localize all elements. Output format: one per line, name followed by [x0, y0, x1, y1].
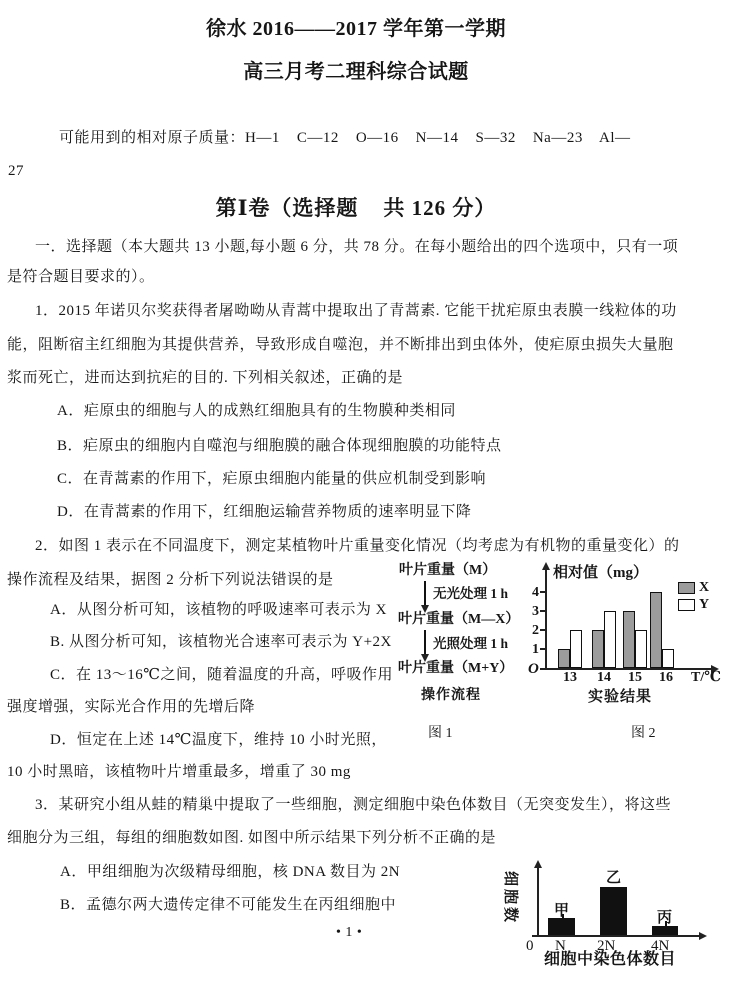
atomic-masses-line2: 27: [8, 163, 24, 179]
q1-option-b: B．疟原虫的细胞内自噬泡与细胞膜的融合体现细胞膜的功能特点: [57, 438, 502, 454]
q3-chart-x-axis-arrow-icon: [699, 932, 707, 940]
figure1-step1: 叶片重量（M）: [399, 563, 497, 578]
figure2-bar-x-15: [623, 611, 635, 668]
q2-option-d-line1: D．恒定在上述 14℃温度下，维持 10 小时光照，: [50, 732, 387, 748]
doc-title-line1: 徐水 2016——2017 学年第一学期: [206, 18, 506, 40]
q3-chart-x-axis-label: 细胞中染色体数目: [544, 951, 677, 968]
figure2-ytick-4: 4: [532, 585, 539, 600]
figure2-bar-x-16: [650, 592, 662, 668]
figure2-bar-y-13: [570, 630, 582, 668]
figure2-tickmark: [540, 591, 546, 593]
figure2-legend-label-y: Y: [699, 597, 710, 612]
figure2-ytick-1: 1: [532, 642, 539, 657]
q1-option-c: C．在青蒿素的作用下，疟原虫细胞内能量的供应机制受到影响: [57, 471, 487, 487]
figure1-arrow2-line: [424, 630, 426, 656]
q2-option-c-line2: 强度增强，实际光合作用的先增后降: [7, 699, 256, 715]
q3-chart-y-axis: [537, 867, 539, 937]
atomic-masses-line1: 可能用到的相对原子质量：H—1 C—12 O—16 N—14 S—32 Na—23 Al—: [59, 130, 631, 146]
q3-chart-y-axis-label: 细胞数: [502, 870, 518, 925]
q3-chart-bar-label-yi: 乙: [606, 870, 622, 886]
figure2-caption: 图 2: [631, 726, 656, 741]
figure2-legend-key-y: [678, 599, 695, 611]
q3-chart-bar-jia: [548, 918, 575, 935]
q3-chart-x-axis: [532, 935, 700, 937]
q2-option-c-line1: C．在 13～16℃之间，随着温度的升高，呼吸作用: [50, 667, 394, 683]
figure2-legend-key-x: [678, 582, 695, 594]
q2-stem-line1: 2．如图 1 表示在不同温度下，测定某植物叶片重量变化情况（均考虑为有机物的重量变化）的: [35, 538, 680, 554]
q2-option-d-line2: 10 小时黑暗，该植物叶片增重最多，增重了 30 mg: [7, 764, 351, 780]
q2-stem-line2: 操作流程及结果，据图 2 分析下列说法错误的是: [7, 572, 334, 588]
figure2-ytick-3: 3: [532, 604, 539, 619]
q3-chart-bar-label-jia: 甲: [554, 903, 570, 919]
q3-option-b: B．孟德尔两大遗传定律不可能发生在丙组细胞中: [60, 897, 397, 913]
figure2-category-14: 14: [597, 670, 611, 685]
figure2-category-13: 13: [563, 670, 577, 685]
doc-title-line2: 高三月考二理科综合试题: [243, 61, 469, 83]
q1-stem-line1: 1．2015 年诺贝尔奖获得者屠呦呦从青蒿中提取出了青蒿素. 它能干扰疟原虫表膜一线粒体的功: [35, 303, 677, 319]
figure2-bar-y-16: [662, 649, 674, 668]
figure2-bar-x-14: [592, 630, 604, 668]
q3-bar-chart: [500, 855, 730, 985]
figure1-arrow2-label: 光照处理 1 h: [433, 636, 509, 651]
figure2-x-axis-label: T/℃: [691, 670, 722, 685]
q3-chart-bar-bing: [652, 926, 678, 935]
section-heading: 第Ⅰ卷（选择题 共 126 分）: [215, 196, 497, 220]
figure2-bar-y-14: [604, 611, 616, 668]
instructions-line1: 一．选择题（本大题共 13 小题,每小题 6 分，共 78 分。在每小题给出的四个选项中，只有一项: [35, 239, 679, 255]
instructions-line2: 是符合题目要求的）。: [7, 269, 155, 285]
q3-chart-bar-yi: [600, 887, 627, 935]
q3-chart-category-n: N: [555, 938, 566, 954]
figure2-category-16: 16: [659, 670, 673, 685]
figure1-arrow1-line: [424, 581, 426, 607]
q1-stem-line2: 能，阻断宿主红细胞为其提供营养，导致形成自噬泡，并不断排出到虫体外，使疟原虫损失大量胞: [7, 337, 674, 353]
q3-stem-line1: 3．某研究小组从蛙的精巢中提取了一些细胞，测定细胞中染色体数目（无突变发生），将这些: [35, 797, 672, 813]
figure2-tickmark: [540, 610, 546, 612]
figure2-tickmark: [540, 648, 546, 650]
q2-option-a: A．从图分析可知，该植物的呼吸速率可表示为 X: [50, 602, 387, 618]
q3-chart-origin-label: 0: [526, 938, 534, 954]
q3-chart-category-4n: 4N: [651, 938, 670, 954]
q1-stem-line3: 浆而死亡，进而达到抗疟的目的. 下列相关叙述，正确的是: [7, 370, 404, 386]
figure1-step3: 叶片重量（M+Y）: [398, 661, 514, 676]
q3-chart-bar-label-bing: 丙: [657, 910, 673, 926]
page-number: • 1 •: [336, 925, 363, 940]
figure2-tickmark: [540, 629, 546, 631]
figure2-y-axis-label: 相对值（mg）: [553, 565, 648, 581]
figure2-title: 实验结果: [588, 689, 653, 705]
q3-option-a: A．甲组细胞为次级精母细胞，核 DNA 数目为 2N: [60, 864, 401, 880]
figure2-legend-label-x: X: [699, 580, 710, 595]
q1-option-a: A．疟原虫的细胞与人的成熟红细胞具有的生物膜种类相同: [57, 403, 456, 419]
figure2-bar-chart: [525, 555, 730, 705]
figure2-bar-y-15: [635, 630, 647, 668]
q3-chart-category-2n: 2N: [597, 938, 616, 954]
q2-option-b: B. 从图分析可知，该植物光合速率可表示为 Y+2X: [50, 634, 392, 650]
q1-option-d: D．在青蒿素的作用下，红细胞运输营养物质的速率明显下降: [57, 504, 472, 520]
q3-stem-line2: 细胞分为三组，每组的细胞数如图. 如图中所示结果下列分析不正确的是: [7, 830, 497, 846]
figure2-origin-label: O: [528, 661, 539, 677]
figure1-caption: 图 1: [428, 726, 453, 741]
figure1-title: 操作流程: [421, 688, 481, 703]
figure1-arrow1-label: 无光处理 1 h: [433, 586, 509, 601]
figure2-y-axis: [545, 569, 547, 670]
figure2-ytick-2: 2: [532, 623, 539, 638]
figure1-step2: 叶片重量（M—X）: [398, 612, 520, 627]
figure2-category-15: 15: [628, 670, 642, 685]
figure2-bar-x-13: [558, 649, 570, 668]
